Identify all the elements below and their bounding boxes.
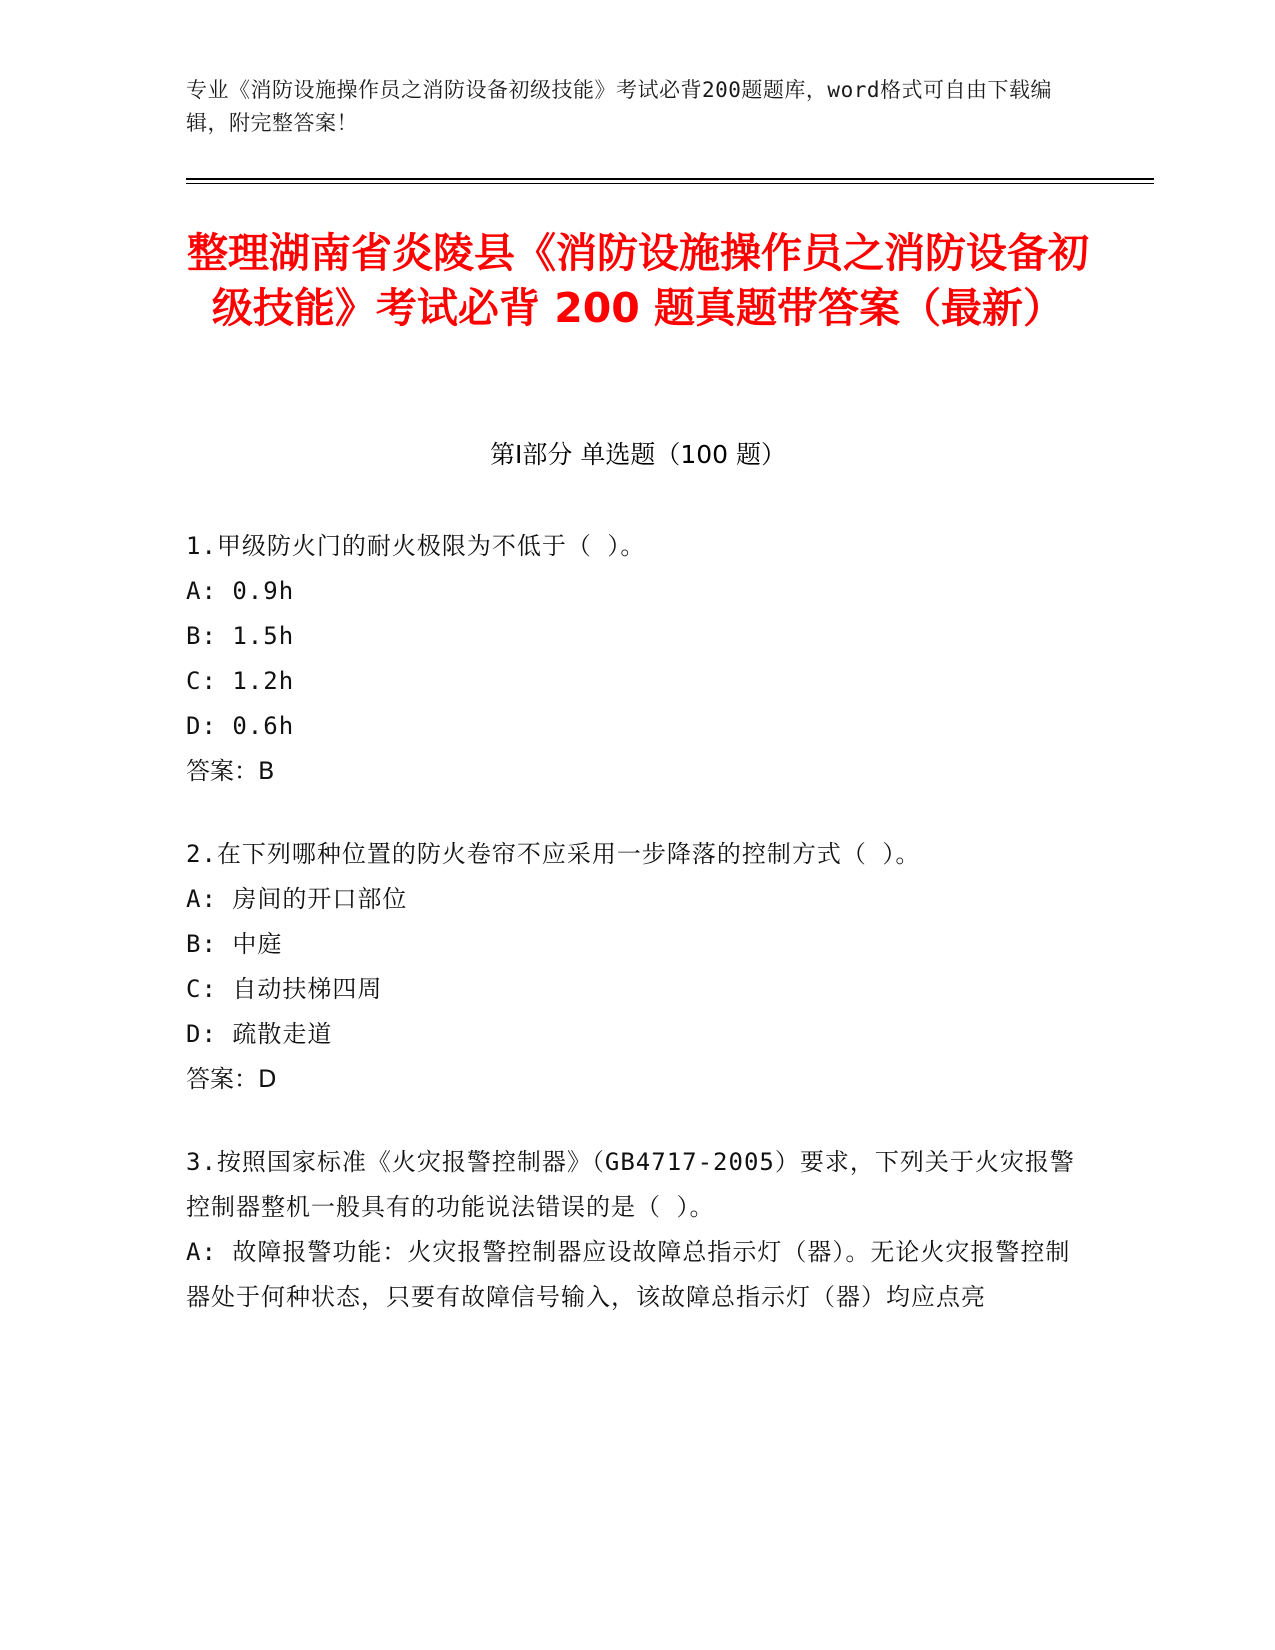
question-text: 3.按照国家标准《火灾报警控制器》（GB4717-2005）要求，下列关于火灾报警控制器整机一般具有的功能说法错误的是（ ）。 [186,1148,1075,1221]
header-divider-thick [186,178,1154,180]
document-title: 整理湖南省炎陵县《消防设施操作员之消防设备初级技能》考试必背 200 题真题带答案（最新） [187,229,1089,332]
question-list [186,524,1076,1358]
question-1 [186,524,1076,794]
header-note: 专业《消防设施操作员之消防设备初级技能》考试必背200题题库，word格式可自由下载编辑，附完整答案！ [186,78,1052,135]
option-c: C: 1.2h [186,667,295,695]
question-text: 1.甲级防火门的耐火极限为不低于（ ）。 [186,532,646,560]
answer: 答案：D [186,1065,277,1093]
option-b: B: 中庭 [186,930,283,958]
question-2 [186,832,1076,1102]
option-b: B: 1.5h [186,622,295,650]
option-d: D: 疏散走道 [186,1020,333,1048]
header-divider-thin [186,183,1154,184]
option-a: A: 0.9h [186,577,295,605]
question-text: 2.在下列哪种位置的防火卷帘不应采用一步降落的控制方式（ ）。 [186,840,921,868]
section-heading: 第Ⅰ部分 单选题（100 题） [490,440,786,469]
option-c: C: 自动扶梯四周 [186,975,383,1003]
option-d: D: 0.6h [186,712,295,740]
answer: 答案：B [186,757,275,785]
option-a: A: 房间的开口部位 [186,885,408,913]
question-3 [186,1140,1076,1320]
option-a: A: 故障报警功能：火灾报警控制器应设故障总指示灯（器）。无论火灾报警控制器处于何种状态，只要有故障信号输入，该故障总指示灯（器）均应点亮 [186,1238,1071,1311]
